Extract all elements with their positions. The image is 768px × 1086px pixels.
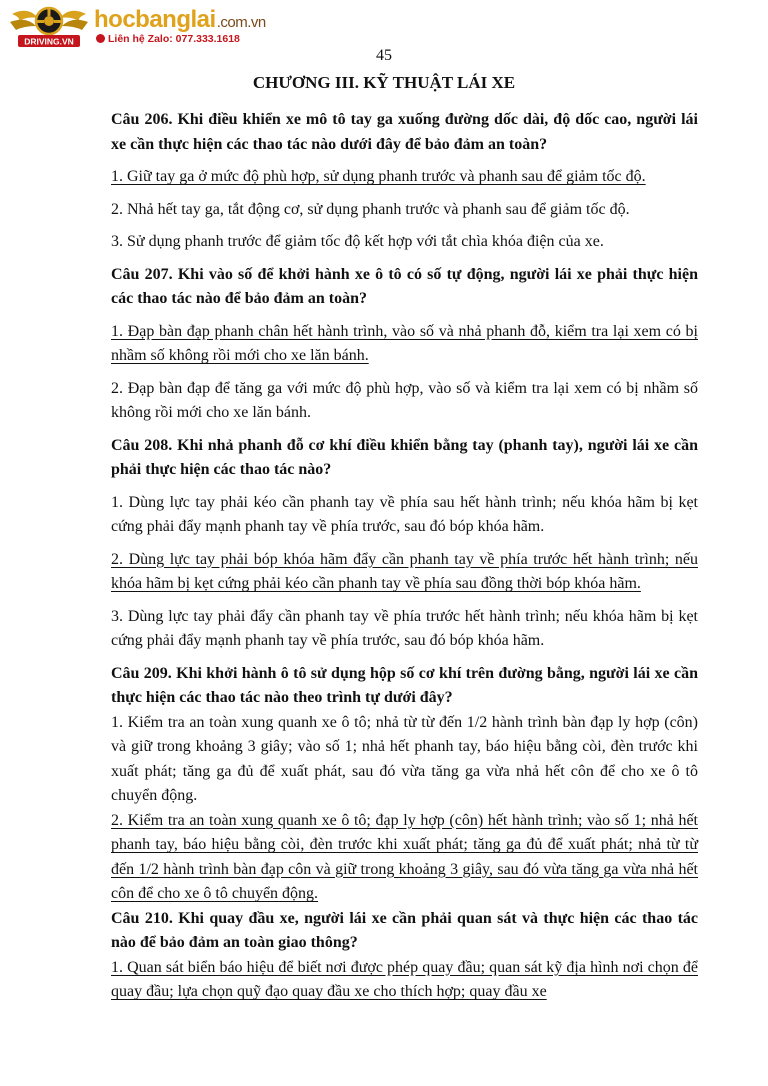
answer-option: 3. Sử dụng phanh trước để giảm tốc độ kết hợp với tắt chìa khóa điện của xe. xyxy=(111,233,604,250)
question-210 xyxy=(111,907,698,1005)
chapter-title: CHƯƠNG III. KỸ THUẬT LÁI XE xyxy=(252,73,516,92)
site-name-main: hocbanglai xyxy=(94,6,216,33)
site-logo[interactable] xyxy=(8,4,308,48)
winged-wheel-logo-icon xyxy=(8,4,90,48)
question-209 xyxy=(111,662,698,907)
site-name-tld: .com.vn xyxy=(216,14,266,31)
question-text: Câu 208. Khi nhả phanh đỗ cơ khí điều khiển bằng tay (phanh tay), người lái xe cần phải thực hiện các thao tác nào? xyxy=(111,436,698,478)
question-text: Câu 209. Khi khởi hành ô tô sử dụng hộp số cơ khí trên đường bằng, người lái xe cần thực hiện các thao tác nào theo trình tự dưới đây? xyxy=(111,664,698,706)
answer-option: 2. Đạp bàn đạp để tăng ga với mức độ phù hợp, vào số và kiểm tra lại xem có bị nhầm số không rồi mới cho xe lăn bánh. xyxy=(111,379,698,421)
phone-icon xyxy=(96,34,105,43)
answer-correct: 1. Giữ tay ga ở mức độ phù hợp, sử dụng phanh trước và phanh sau để giảm tốc độ. xyxy=(111,168,646,185)
question-text: Câu 207. Khi vào số để khởi hành xe ô tô có số tự động, người lái xe phải thực hiện các thao tác nào để bảo đảm an toàn? xyxy=(111,265,698,307)
question-208 xyxy=(111,434,698,654)
answer-option: 3. Dùng lực tay phải đẩy cần phanh tay về phía trước hết hành trình; nếu khóa hãm bị kẹt cứng phải đẩy mạnh phanh tay về phía trước, sau đó bóp khóa hãm. xyxy=(111,607,698,649)
contact-line xyxy=(96,33,240,45)
contact-text: Liên hệ Zalo: 077.333.1618 xyxy=(108,33,240,45)
answer-option: 1. Dùng lực tay phải kéo cần phanh tay về phía sau hết hành trình; nếu khóa hãm bị kẹt cứng phải đẩy mạnh phanh tay về phía trước, sau đó bóp khóa hãm. xyxy=(111,493,698,535)
question-list xyxy=(111,108,698,1005)
question-207 xyxy=(111,263,698,426)
page-number: 45 xyxy=(376,47,392,64)
question-text: Câu 206. Khi điều khiển xe mô tô tay ga xuống đường dốc dài, độ dốc cao, người lái xe cần thực hiện các thao tác nào dưới đây để bảo đảm an toàn? xyxy=(111,111,698,153)
answer-correct: 2. Dùng lực tay phải bóp khóa hãm đẩy cần phanh tay về phía trước hết hành trình; nếu khóa hãm bị kẹt cứng phải kéo cần phanh tay về phía sau đồng thời bóp khóa hãm. xyxy=(111,550,698,592)
question-206 xyxy=(111,108,698,255)
answer-correct: 1. Quan sát biển báo hiệu để biết nơi được phép quay đầu; quan sát kỹ địa hình nơi chọn để quay đầu; lựa chọn quỹ đạo quay đầu xe cho thích hợp; quay đầu xe xyxy=(111,958,698,1000)
answer-option: 2. Nhả hết tay ga, tắt động cơ, sử dụng phanh trước và phanh sau để giảm tốc độ. xyxy=(111,200,630,218)
question-text: Câu 210. Khi quay đầu xe, người lái xe cần phải quan sát và thực hiện các thao tác nào để bảo đảm an toàn giao thông? xyxy=(111,909,698,951)
site-name xyxy=(94,6,266,34)
answer-correct: 1. Đạp bàn đạp phanh chân hết hành trình, vào số và nhả phanh đỗ, kiểm tra lại xem có bị nhầm số không rồi mới cho xe lăn bánh. xyxy=(111,322,698,364)
answer-correct: 2. Kiểm tra an toàn xung quanh xe ô tô; đạp ly hợp (côn) hết hành trình; vào số 1; nhả hết phanh tay, báo hiệu bằng còi, đèn trước khi xuất phát; tăng ga đủ để xuất phát; nhả từ từ đến 1/2 hành trình bàn đạp côn và giữ trong khoảng 3 giây, sau đó vừa tăng ga vừa nhả hết côn để cho xe ô tô chuyển động. xyxy=(111,811,698,902)
answer-option: 1. Kiểm tra an toàn xung quanh xe ô tô; nhả từ từ đến 1/2 hành trình bàn đạp ly hợp (côn) và giữ trong khoảng 3 giây; vào số 1; nhả hết phanh tay, báo hiệu bằng còi, đèn trước khi xuất phát; tăng ga đủ để xuất phát, sau đó vừa tăng ga vừa nhả hết côn để cho xe ô tô chuyển động. xyxy=(111,713,698,804)
logo-badge-text: DRIVING.VN xyxy=(24,36,74,47)
